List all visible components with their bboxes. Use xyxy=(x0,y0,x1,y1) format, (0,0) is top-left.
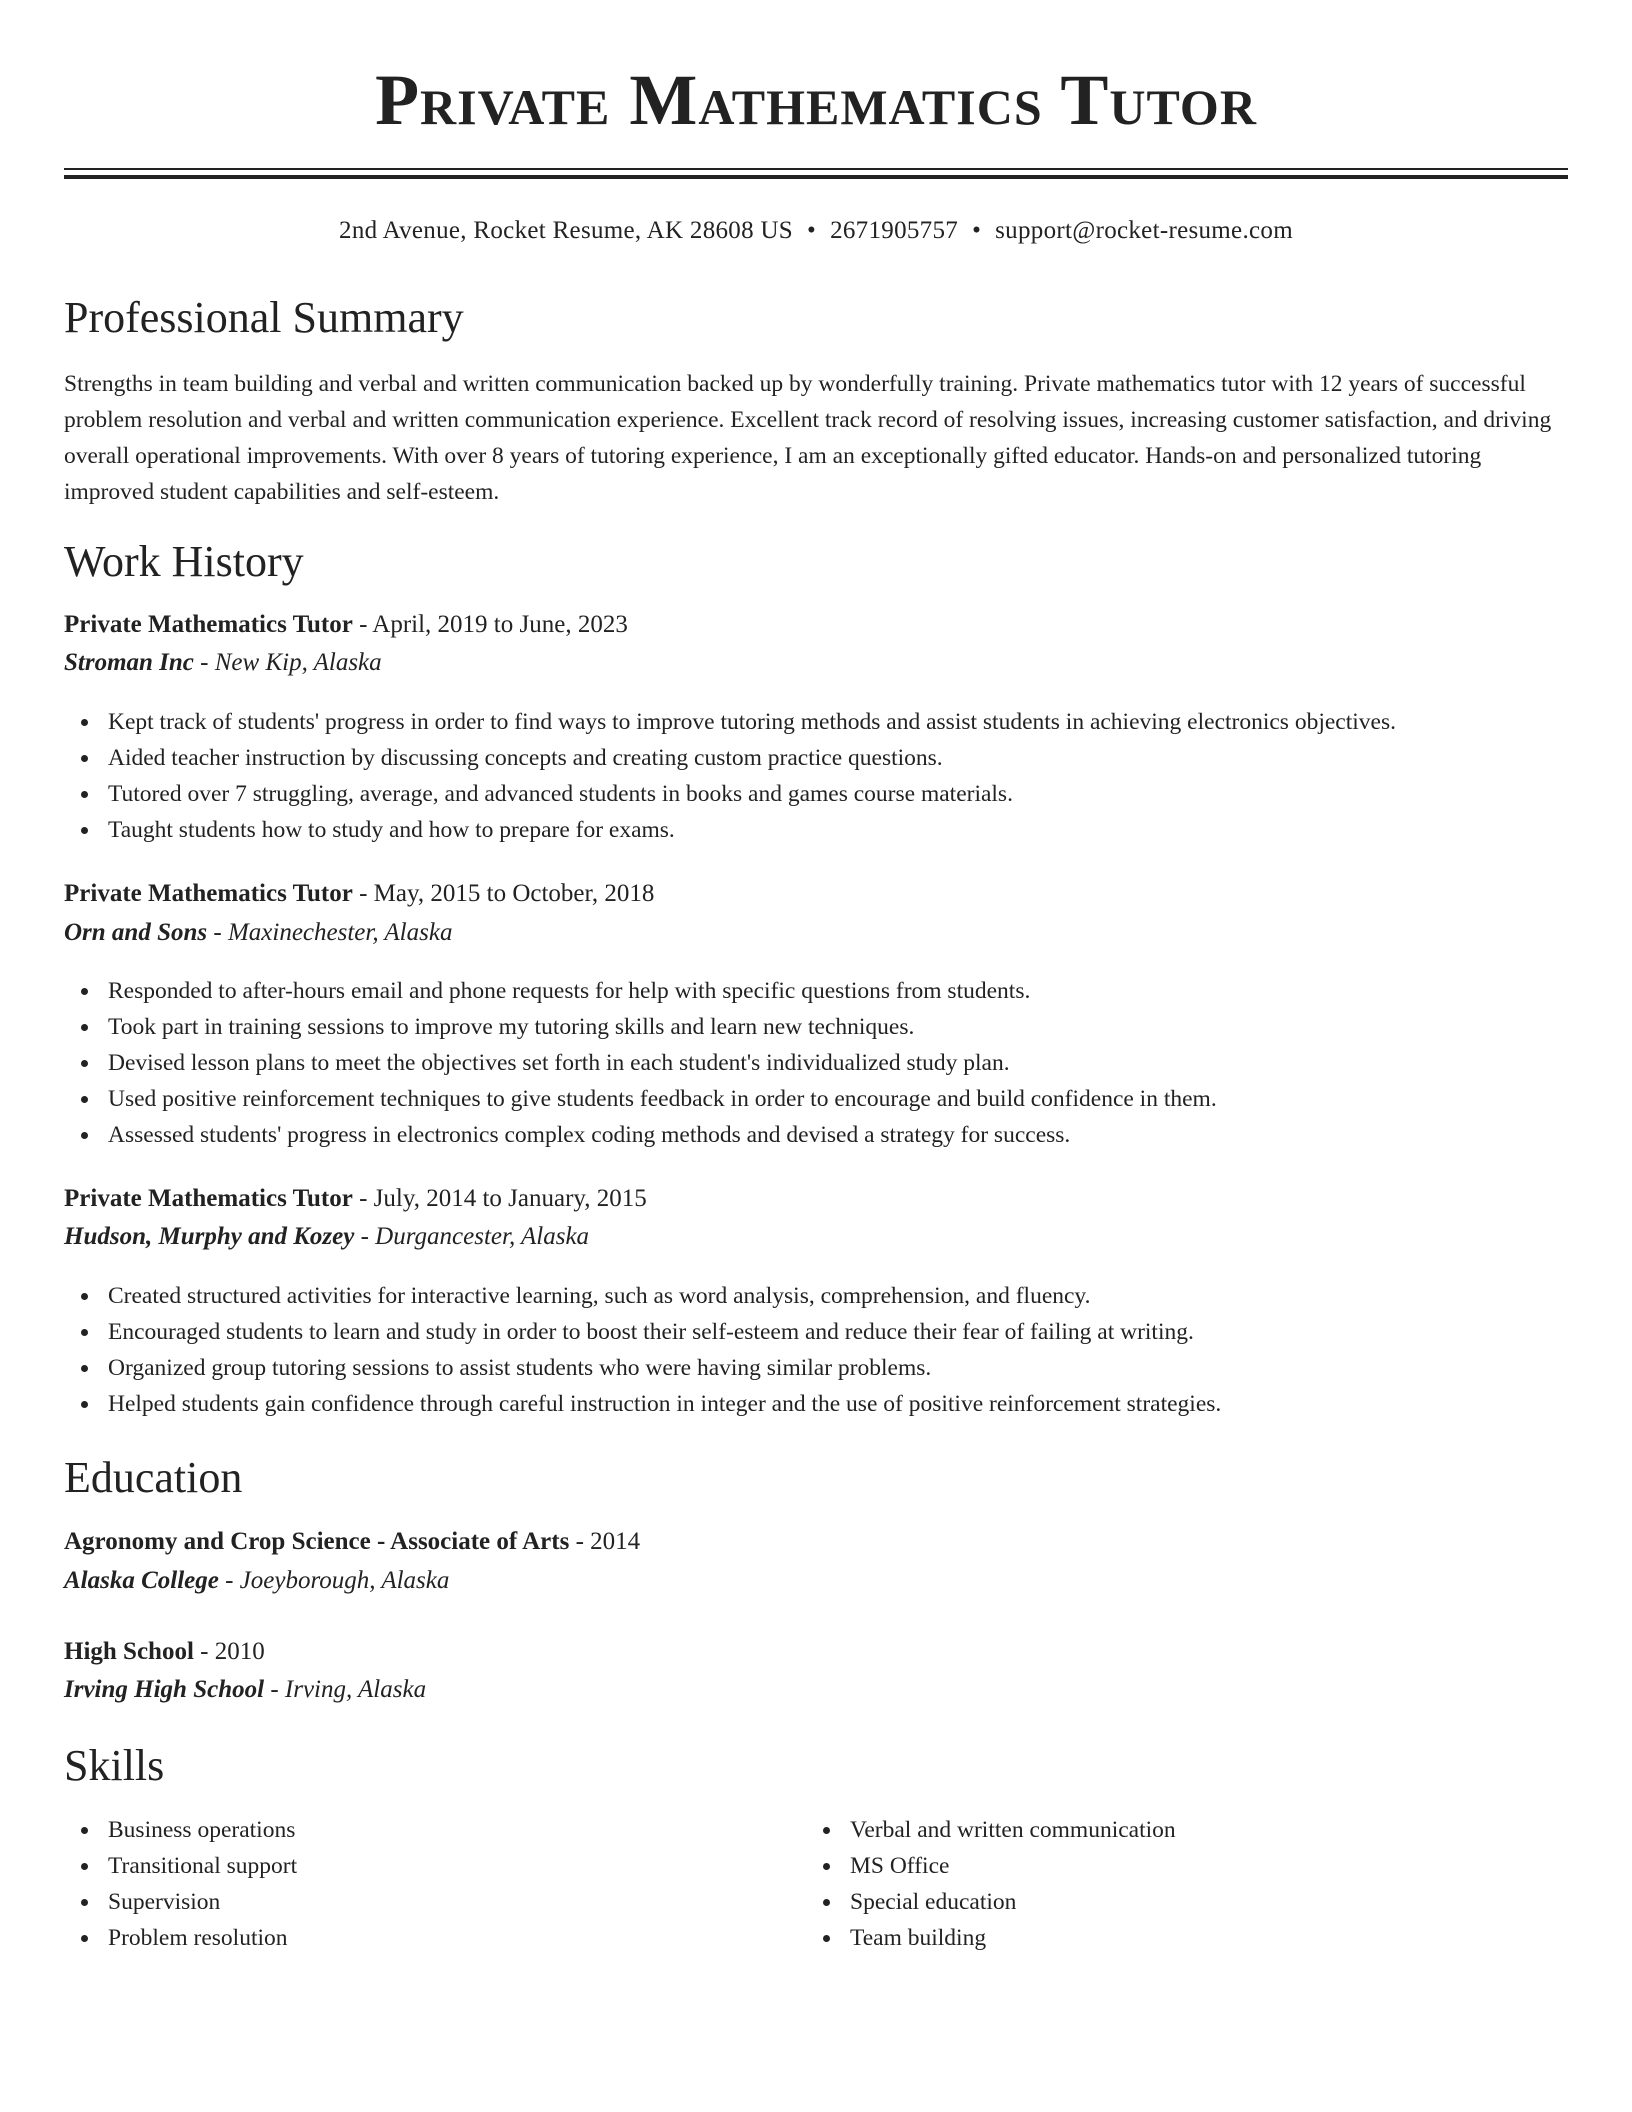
education-degree-line xyxy=(64,1635,265,1669)
job-location: - Durgancester, Alaska xyxy=(354,1223,590,1250)
skill-item: Special education xyxy=(850,1884,1016,1920)
page-title: Private Mathematics Tutor xyxy=(375,60,1257,140)
section-heading-skills: Skills xyxy=(64,1741,165,1790)
skill-item: Business operations xyxy=(108,1812,295,1848)
separator-dot: • xyxy=(972,217,982,244)
job-bullet: Used positive reinforcement techniques to give students feedback in order to encourage and build confidence in them. xyxy=(108,1081,1217,1117)
job-company: Hudson, Murphy and Kozey xyxy=(64,1223,355,1250)
education-school: Irving High School xyxy=(64,1676,265,1703)
job-bullet: Tutored over 7 struggling, average, and advanced students in books and games course materials. xyxy=(108,776,1013,812)
education-degree: Agronomy and Crop Science - Associate of Arts xyxy=(64,1528,570,1555)
job-bullet: Organized group tutoring sessions to assist students who were having similar problems. xyxy=(108,1350,931,1386)
job-location: - New Kip, Alaska xyxy=(193,649,382,676)
job-company-line xyxy=(64,1220,589,1254)
separator-dot: • xyxy=(807,217,817,244)
job-title: Private Mathematics Tutor xyxy=(64,1185,353,1212)
job-dates: - July, 2014 to January, 2015 xyxy=(352,1185,647,1212)
education-year: - 2014 xyxy=(569,1528,641,1555)
section-heading-education: Education xyxy=(64,1453,243,1502)
contact-email: support@rocket-resume.com xyxy=(995,217,1293,244)
job-company-line xyxy=(64,916,452,950)
skill-item: Supervision xyxy=(108,1884,220,1920)
section-heading-work: Work History xyxy=(64,537,304,586)
education-degree-line xyxy=(64,1525,640,1559)
education-school-line xyxy=(64,1673,426,1707)
skill-item: MS Office xyxy=(850,1848,949,1884)
education-degree: High School xyxy=(64,1638,194,1665)
job-title: Private Mathematics Tutor xyxy=(64,880,353,907)
job-location: - Maxinechester, Alaska xyxy=(207,919,453,946)
job-title-line xyxy=(64,877,654,911)
education-school-line xyxy=(64,1564,449,1598)
skill-item: Verbal and written communication xyxy=(850,1812,1176,1848)
job-company-line xyxy=(64,646,382,680)
education-year: - 2010 xyxy=(193,1638,265,1665)
job-bullet: Responded to after-hours email and phone requests for help with specific questions from students. xyxy=(108,973,1030,1009)
job-bullet: Assessed students' progress in electronics complex coding methods and devised a strategy for success. xyxy=(108,1117,1070,1153)
contact-line xyxy=(64,214,1568,248)
summary-text: Strengths in team building and verbal and written communication backed up by wonderfully training. Private mathematics tutor with 12 years of successful problem resolution and verbal and written communication experience. Excellent track record of resolving issues, increasing customer satisfaction, and driving overall operational improvements. With over 8 years of tutoring experience, I am an exceptionally gifted educator. Hands-on and personalized tutoring improved student capabilities and self-esteem. xyxy=(64,371,1552,505)
job-bullet: Took part in training sessions to improve my tutoring skills and learn new techniques. xyxy=(108,1009,914,1045)
job-company: Stroman Inc xyxy=(64,649,194,676)
title-divider-thin xyxy=(64,168,1568,170)
skill-item: Team building xyxy=(850,1920,986,1956)
contact-address: 2nd Avenue, Rocket Resume, AK 28608 US xyxy=(339,217,794,244)
education-location: - Joeyborough, Alaska xyxy=(218,1567,450,1594)
job-bullet: Kept track of students' progress in order to find ways to improve tutoring methods and assist students in achieving electronics objectives. xyxy=(108,704,1396,740)
job-company: Orn and Sons xyxy=(64,919,208,946)
job-dates: - May, 2015 to October, 2018 xyxy=(352,880,655,907)
job-title-line xyxy=(64,1182,647,1216)
skill-item: Problem resolution xyxy=(108,1920,288,1956)
education-school: Alaska College xyxy=(64,1567,219,1594)
job-title: Private Mathematics Tutor xyxy=(64,611,353,638)
job-bullet: Aided teacher instruction by discussing concepts and creating custom practice questions. xyxy=(108,740,943,776)
contact-phone: 2671905757 xyxy=(830,217,959,244)
skill-item: Transitional support xyxy=(108,1848,297,1884)
job-title-line xyxy=(64,608,628,642)
job-bullet: Helped students gain confidence through careful instruction in integer and the use of positive reinforcement strategies. xyxy=(108,1386,1221,1422)
job-bullet: Created structured activities for interactive learning, such as word analysis, comprehension, and fluency. xyxy=(108,1278,1091,1314)
job-bullet: Encouraged students to learn and study in order to boost their self-esteem and reduce their fear of failing at writing. xyxy=(108,1314,1194,1350)
job-bullet: Taught students how to study and how to prepare for exams. xyxy=(108,812,675,848)
job-dates: - April, 2019 to June, 2023 xyxy=(352,611,628,638)
job-bullet: Devised lesson plans to meet the objectives set forth in each student's individualized study plan. xyxy=(108,1045,1010,1081)
education-location: - Irving, Alaska xyxy=(264,1676,427,1703)
section-heading-summary: Professional Summary xyxy=(64,293,464,342)
title-divider-thick xyxy=(64,175,1568,179)
